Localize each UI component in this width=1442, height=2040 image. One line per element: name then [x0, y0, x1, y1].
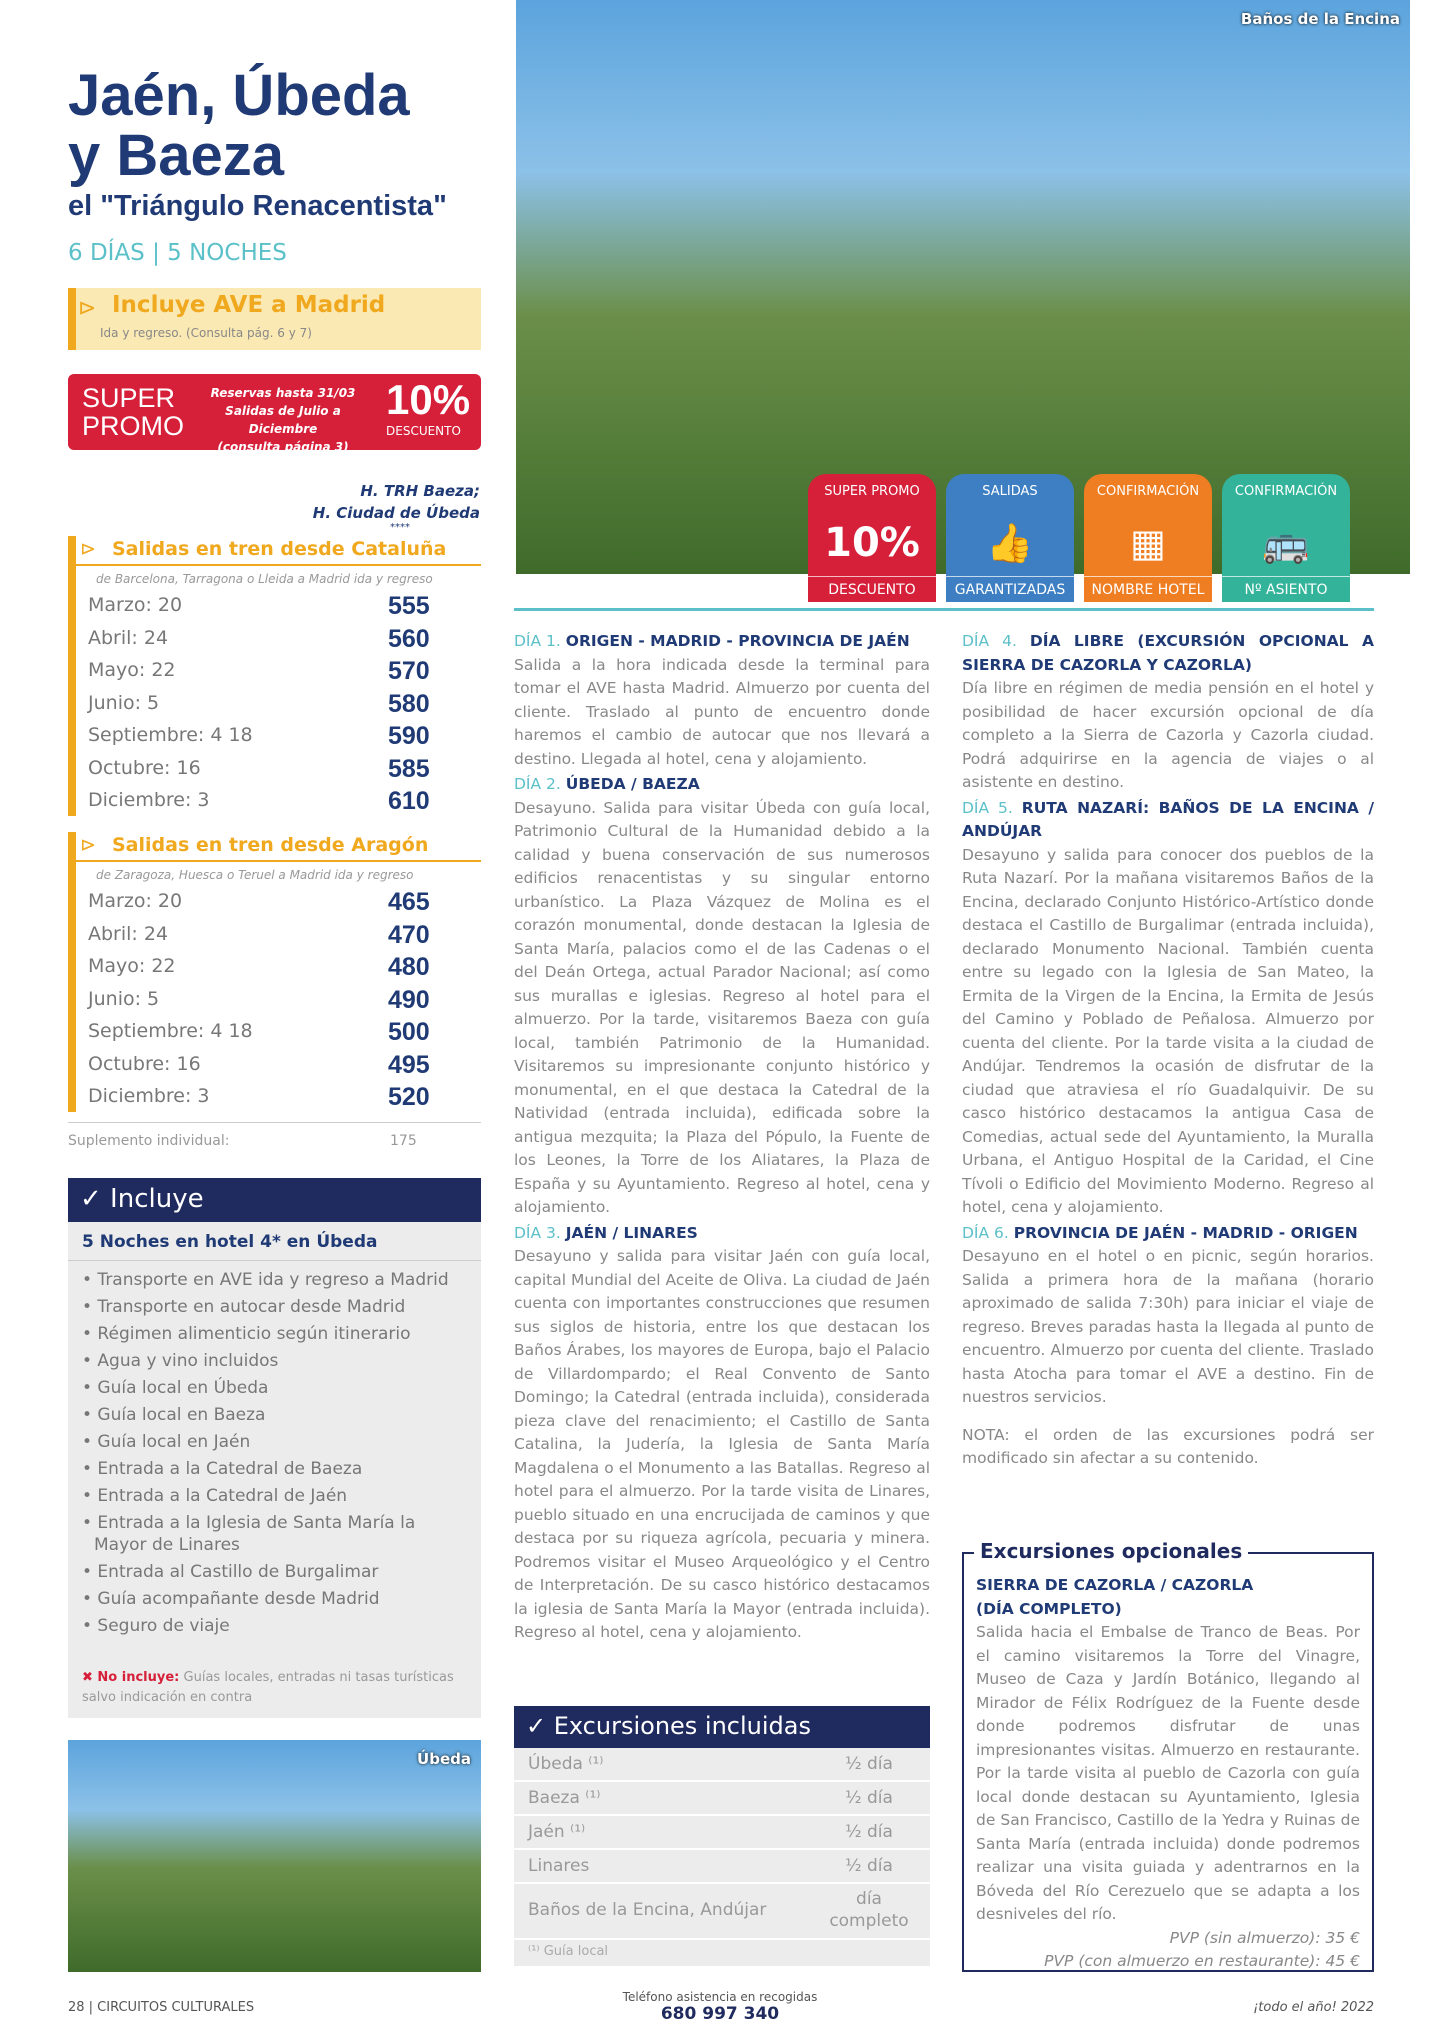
- badge-icon: 👍: [986, 521, 1034, 565]
- departure-dates: Marzo: 20: [88, 890, 183, 912]
- excursion-row: [514, 1884, 930, 1940]
- feature-badge: [1084, 474, 1212, 602]
- day-heading: DÍA 4. DÍA LIBRE (EXCURSIÓN OPCIONAL A SIERRA DE CAZORLA Y CAZORLA): [962, 632, 1374, 674]
- included-item: • Guía local en Jaén: [82, 1432, 251, 1452]
- excursion-row: [514, 1748, 930, 1782]
- price: 480: [388, 953, 430, 981]
- excursion-duration: día completo: [829, 1889, 909, 1931]
- not-included: ✖ No incluye: Guías locales, entradas ni tasas turísticas salvo indicación en contra: [82, 1670, 454, 1705]
- included-item: • Transporte en autocar desde Madrid: [82, 1297, 406, 1317]
- badge-top: SALIDAS: [982, 484, 1038, 499]
- badge-icon: 10%: [824, 520, 920, 566]
- excursion-row: [514, 1816, 930, 1850]
- footer-right: ¡todo el año! 2022: [1253, 2000, 1374, 2015]
- itinerary-left: [514, 630, 930, 1647]
- departure-dates: Septiembre: 4 18: [88, 724, 253, 746]
- day-text: Desayuno y salida para conocer dos pueblos de la Ruta Nazarí. Por la mañana visitaremos Baños de la Encina, declarado Conjunto Histórico-Artístico donde destaca el Castillo de Burgalimar (entrada incluida), declarado Monumento Nacional. También cuenta entre su legado con la Iglesia de San Mateo, la Ermita de la Virgen de la Encina, la Ermita de Jesús del Camino y Poblado de Peñalosa. Almuerzo por cuenta del cliente. Por la tarde visita a la ciudad de Andújar. Tendremos la ocasión de disfrutar de la ciudad que atraviesa el río Guadalquivir. De su casco histórico destacamos la antigua Casa de Comedias, actual sede del Ayuntamiento, la Muralla Urbana, el Antiguo Hospital de la Caridad, el Cine Tívoli o Edificio del Movimiento Moderno. Regreso al hotel, cena y alojamiento.: [962, 845, 1374, 1216]
- departure-dates: Abril: 24: [88, 922, 169, 945]
- ticket-icon: ⊳: [80, 834, 96, 856]
- price: 520: [388, 1083, 430, 1111]
- excursion-name: Baños de la Encina, Andújar: [528, 1900, 767, 1920]
- departure-dates: Octubre: 16: [88, 1052, 201, 1075]
- page-subtitle: el "Triángulo Renacentista": [68, 190, 447, 222]
- price-row: [76, 921, 481, 954]
- included-item: • Entrada a la Iglesia de Santa María la Mayor de Linares: [82, 1513, 416, 1555]
- duration: 6 DÍAS | 5 NOCHES: [68, 240, 287, 266]
- day-heading: DÍA 5. RUTA NAZARÍ: BAÑOS DE LA ENCINA / ANDÚJAR: [962, 798, 1374, 840]
- departure-dates: Octubre: 16: [88, 756, 201, 779]
- price: 560: [388, 624, 430, 653]
- included-item: • Guía local en Baeza: [82, 1405, 266, 1425]
- price-row: [76, 657, 481, 690]
- feature-badge: [1222, 474, 1350, 602]
- departure-dates: Junio: 5: [88, 987, 160, 1010]
- day-block: [514, 630, 930, 771]
- badge-icon: 🚌: [1262, 521, 1310, 565]
- day-heading: DÍA 2. ÚBEDA / BAEZA: [514, 775, 700, 793]
- day-text: Día libre en régimen de media pensión en el hotel y posibilidad de hacer excursión opcional de día completo a la Sierra de Cazorla y Cazorla ciudad. Podrá adquirirse en la agencia de viajes o al asistente en destino.: [962, 679, 1374, 791]
- badge-top: CONFIRMACIÓN: [1096, 484, 1200, 499]
- train-ticket-icon: ⊳: [78, 296, 97, 321]
- badge-top: SUPER PROMO: [824, 484, 920, 499]
- day-block: [962, 630, 1374, 795]
- divider: [514, 608, 1374, 611]
- excursion-duration: ½ día: [845, 1822, 893, 1842]
- price-row: [76, 690, 481, 723]
- ticket-icon: ⊳: [80, 538, 96, 560]
- price: 470: [388, 920, 430, 949]
- hotel-stars: ****: [390, 522, 410, 533]
- price: 500: [388, 1018, 430, 1046]
- excursion-row: [514, 1782, 930, 1816]
- included-item: • Transporte en AVE ida y regreso a Madrid: [82, 1270, 449, 1290]
- price: 495: [388, 1050, 430, 1079]
- price: 610: [388, 787, 430, 815]
- single-supplement: Suplemento individual: 175: [68, 1122, 481, 1156]
- day-heading: DÍA 1. ORIGEN - MADRID - PROVINCIA DE JAÉN: [514, 632, 910, 650]
- ave-banner: ⊳ Incluye AVE a Madrid Ida y regreso. (Consulta pág. 6 y 7): [68, 288, 481, 350]
- price-row: [76, 986, 481, 1019]
- badge-label: NOMBRE HOTEL: [1084, 576, 1212, 602]
- excursion-duration: ½ día: [845, 1856, 893, 1876]
- price-row: [76, 722, 481, 755]
- included-item: • Seguro de viaje: [82, 1616, 230, 1636]
- price-row: [76, 755, 481, 788]
- day-text: Desayuno y salida para visitar Jaén con guía local, capital Mundial del Aceite de Oliva. La ciudad de Jaén cuenta con importantes construcciones que resumen sus siglos de historia, entre los que destacan los Baños Árabes, los mayores de Europa, bajo el Palacio de Villardompardo; el Real Convento de Santo Domingo; la Catedral (entrada incluida), considerada pieza clave del renacimiento; el Castillo de Santa Catalina, la Judería, la Iglesia de Santa María Magdalena o el Monumento a las Batallas. Regreso al hotel para el almuerzo. Por la tarde visita de Linares, pueblo situado en una encrucijada de caminos y que destaca por su riqueza agrícola, pecuaria y minera. Podremos visitar el Museo Arqueológico y el Centro de Interpretación. De su casco histórico destacamos la iglesia de Santa María la Mayor (entrada incluida). Regreso al hotel, cena y alojamiento.: [514, 1247, 930, 1641]
- day-block: [962, 1222, 1374, 1410]
- optional-excursions: Excursiones opcionales SIERRA DE CAZORLA / CAZORLA (DÍA COMPLETO) Salida hacia el Embalse de Tranco de Beas. Por el camino visitaremos la Torre del Vinagre, Museo de Caza y Jardín Botánico, llegando al Mirador de Félix Rodríguez de la Fuente desde donde podremos disfrutar de unas impresionantes visitas. Almuerzo en restaurante. Por la tarde visita al pueblo de Cazorla con guía local donde destacan su Ayuntamiento, Iglesia de San Francisco, Castillo de la Yedra y Ruinas de Santa María (entrada incluida) donde podremos realizar una visita guiada y adentrarnos en la Bóveda del Río Cerezuelo que se adapta a los desniveles del río. PVP (sin almuerzo): 35 € PVP (con almuerzo en restaurante): 45 €: [962, 1552, 1374, 1972]
- badge-icon: ▦: [1130, 521, 1166, 565]
- hotel-names: H. TRH Baeza; H. Ciudad de Úbeda: [312, 482, 480, 522]
- included-item: • Entrada al Castillo de Burgalimar: [82, 1562, 379, 1582]
- ubeda-photo: Úbeda: [68, 1740, 481, 1972]
- itinerary-right: [962, 630, 1374, 1473]
- price: 490: [388, 985, 430, 1014]
- price: 555: [388, 592, 430, 620]
- included-excursions: ✓ Excursiones incluidas Úbeda ⁽¹⁾ ½ día Baeza ⁽¹⁾ ½ día Jaén ⁽¹⁾ ½ día Linares ½ día Baños de la Encina, Andújar día completo ⁽¹⁾ Guía local: [514, 1706, 930, 1966]
- day-block: [514, 773, 930, 1220]
- includes-box: ✓ Incluye 5 Noches en hotel 4* en Úbeda • Transporte en AVE ida y regreso a Madrid • Transporte en autocar desde Madrid • Régimen alimenticio según itinerario • Agua y vino incluidos • Guía local en Úbeda • Guía local en Baeza • Guía local en Jaén • Entrada a la Catedral de Baeza • Entrada a la Catedral de Jaén • Entrada a la Iglesia de Santa María la Mayor de Linares • Entrada al Castillo de Burgalimar • Guía acompañante desde Madrid • Seguro de viaje: [68, 1178, 481, 1718]
- day-text: Salida a la hora indicada desde la terminal para tomar el AVE hasta Madrid. Almuerzo por cuenta del cliente. Traslado al punto de encuentro donde haremos el cambio de autocar que nos llevará a destino. Llegada al hotel, cena y alojamiento.: [514, 655, 930, 768]
- excursion-name: Úbeda ⁽¹⁾: [528, 1754, 604, 1774]
- price-row: [76, 1083, 481, 1116]
- included-item: • Entrada a la Catedral de Jaén: [82, 1486, 348, 1506]
- departure-dates: Mayo: 22: [88, 955, 176, 977]
- price: 570: [388, 657, 430, 685]
- included-item: • Guía local en Úbeda: [82, 1378, 269, 1398]
- price: 465: [388, 888, 430, 916]
- day-heading: DÍA 6. PROVINCIA DE JAÉN - MADRID - ORIGEN: [962, 1223, 1358, 1242]
- page-title: Jaén, Úbeda y Baeza: [68, 63, 410, 188]
- day-text: Desayuno. Salida para visitar Úbeda con guía local, Patrimonio Cultural de la Humanidad debido a la calidad y buena conservación de sus numerosos edificios renacentistas y su singular entorno urbanístico. La Plaza Vázquez de Molina es el corazón monumental, donde destacan la Iglesia de Santa María, palacios como el de las Cadenas o el del Deán Ortega, actual Parador Nacional; así como sus murallas e iglesias. Regreso al hotel para el almuerzo. Por la tarde, visitaremos Baeza con guía local, también Patrimonio de la Humanidad. Visitaremos su impresionante conjunto histórico y monumental, en el que destaca la Catedral de la Natividad (entrada incluida), edificada sobre la antigua mezquita; la Plaza del Pópulo, la Fuente de los Leones, la Torre de los Aliatares, la Plaza de España y su Ayuntamiento. Regreso al hotel, cena y alojamiento.: [514, 798, 930, 1216]
- prices-aragon: ⊳ Salidas en tren desde Aragón de Zaragoza, Huesca o Teruel a Madrid ida y regreso Marzo: 20 465 Abril: 24 470 Mayo: 22 480 Junio: 5 490 Septiembre: 4 18 500 Octubre: 16 495 Diciembre: 3 520: [68, 832, 481, 1112]
- price: 590: [388, 722, 430, 750]
- day-block: [514, 1222, 930, 1645]
- excursion-name: Jaén ⁽¹⁾: [528, 1822, 586, 1842]
- badge-label: GARANTIZADAS: [946, 576, 1074, 602]
- footer-phone: Teléfono asistencia en recogidas 680 997 340: [622, 1990, 818, 2024]
- badge-top: CONFIRMACIÓN: [1234, 484, 1338, 499]
- excursion-name: Baeza ⁽¹⁾: [528, 1788, 601, 1808]
- included-item: • Entrada a la Catedral de Baeza: [82, 1459, 363, 1479]
- price-row: [76, 625, 481, 658]
- price-row: [76, 787, 481, 820]
- departure-dates: Septiembre: 4 18: [88, 1020, 253, 1042]
- price-row: [76, 592, 481, 625]
- excursion-duration: ½ día: [845, 1788, 893, 1808]
- departure-dates: Marzo: 20: [88, 594, 183, 616]
- price-row: [76, 1018, 481, 1051]
- price: 580: [388, 689, 430, 718]
- price-row: [76, 888, 481, 921]
- departure-dates: Diciembre: 3: [88, 789, 210, 811]
- note: NOTA: el orden de las excursiones podrá ser modificado sin afectar a su contenido.: [962, 1425, 1374, 1467]
- included-item: • Régimen alimenticio según itinerario: [82, 1324, 411, 1344]
- departure-dates: Mayo: 22: [88, 659, 176, 681]
- day-heading: DÍA 3. JAÉN / LINARES: [514, 1223, 698, 1242]
- price-row: [76, 953, 481, 986]
- feature-badge: [808, 474, 936, 602]
- departure-dates: Diciembre: 3: [88, 1085, 210, 1107]
- badge-label: Nº ASIENTO: [1222, 576, 1350, 602]
- price: 585: [388, 754, 430, 783]
- day-block: [962, 797, 1374, 1220]
- departure-dates: Abril: 24: [88, 626, 169, 649]
- super-promo-banner: SUPER PROMO Reservas hasta 31/03 Salidas de Julio a Diciembre (consulta página 3) 10% DESCUENTO: [68, 374, 481, 450]
- day-text: Desayuno en el hotel o en picnic, según horarios. Salida a primera hora de la mañana (horario aproximado de salida 7:30h) para iniciar el viaje de regreso. Breves paradas hasta la llegada al punto de encuentro. Almuerzo por cuenta del cliente. Traslado hasta Atocha para tomar el AVE a destino. Fin de nuestros servicios.: [962, 1247, 1374, 1406]
- prices-cataluna: ⊳ Salidas en tren desde Cataluña de Barcelona, Tarragona o Lleida a Madrid ida y regreso Marzo: 20 555 Abril: 24 560 Mayo: 22 570 Junio: 5 580 Septiembre: 4 18 590 Octubre: 16 585 Diciembre: 3 610: [68, 536, 481, 816]
- excursion-row: [514, 1850, 930, 1884]
- footer-left: 28 | CIRCUITOS CULTURALES: [68, 2000, 255, 2015]
- included-item: • Agua y vino incluidos: [82, 1351, 279, 1371]
- departure-dates: Junio: 5: [88, 691, 160, 714]
- price-row: [76, 1051, 481, 1084]
- badge-label: DESCUENTO: [808, 576, 936, 602]
- excursion-name: Linares: [528, 1856, 590, 1876]
- banos-photo: Baños de la Encina: [516, 0, 1410, 574]
- feature-badge: [946, 474, 1074, 602]
- included-item: • Guía acompañante desde Madrid: [82, 1589, 380, 1609]
- excursion-duration: ½ día: [845, 1754, 893, 1774]
